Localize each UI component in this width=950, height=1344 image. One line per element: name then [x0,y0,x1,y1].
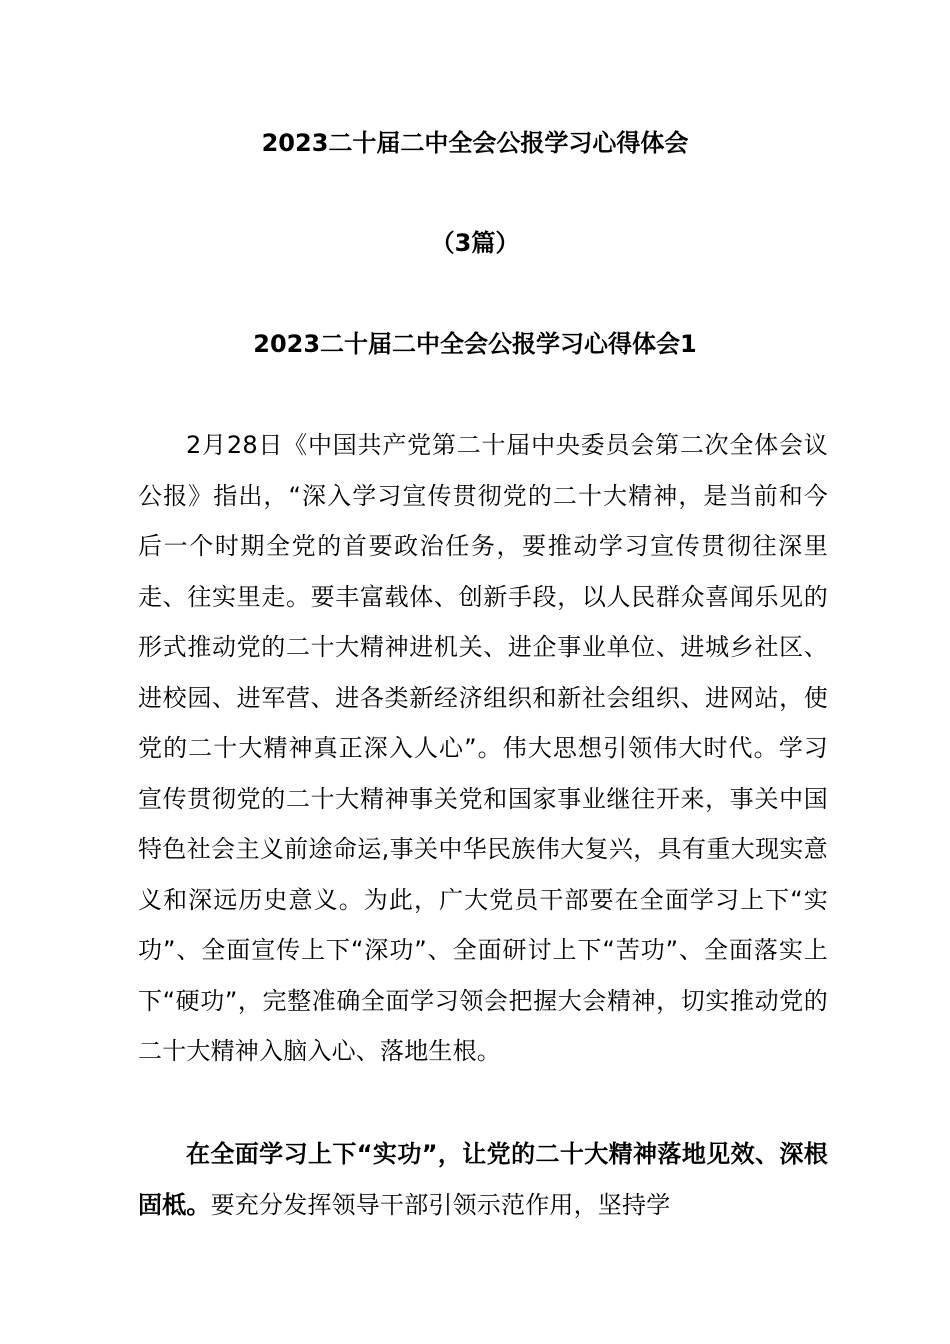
body-paragraph-1: 2月28日《中国共产党第二十届中央委员会第二次全体会议公报》指出，“深入学习宣传贯彻党的二十大精神，是当前和今后一个时期全党的首要政治任务，要推动学习宣传贯彻往深里走、往实里走。要丰富载体、创新手段，以人民群众喜闻乐见的形式推动党的二十大精神进机关、进企事业单位、进城乡社区、进校园、进军营、进各类新经济组织和新社会组织、进网站，使党的二十大精神真正深入人心”。伟大思想引领伟大时代。学习宣传贯彻党的二十大精神事关党和国家事业继往开来，事关中国特色社会主义前途命运,事关中华民族伟大复兴，具有重大现实意义和深远历史意义。为此，广大党员干部要在全面学习上下“实功”、全面宣传上下“深功”、全面研讨上下“苦功”、全面落实上下“硬功”，完整准确全面学习领会把握大会精神，切实推动党的二十大精神入脑入心、落地生根。 [138,431,828,1065]
body-paragraph-2 [138,1129,828,1230]
paragraph-2-text: 要充分发挥领导干部引领示范作用，坚持学 [210,1190,671,1219]
document-title: 2023二十届二中全会公报学习心得体会 [261,129,689,157]
document-count: （3篇） [430,229,520,257]
section-title: 2023二十届二中全会公报学习心得体会1 [253,330,697,358]
paragraph-2-heading: 在全面学习上下“实功”，让党的二十大精神落地见效、深根固柢。 [138,1140,828,1219]
